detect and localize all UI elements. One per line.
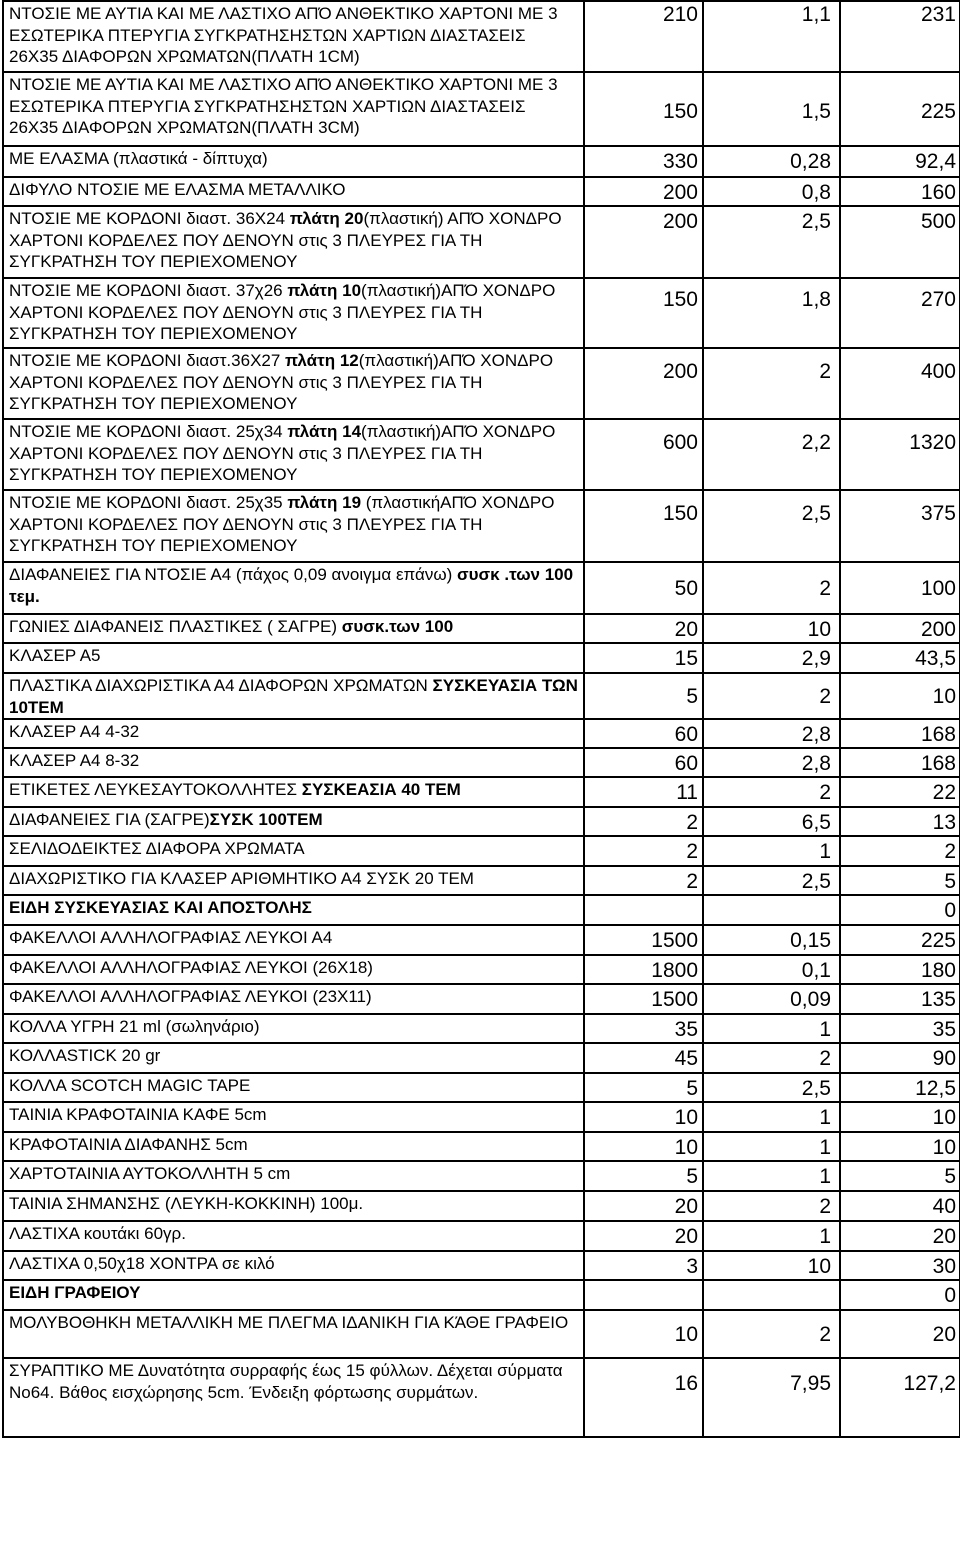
- table-row: [3, 1132, 960, 1161]
- description-text: ΤΑΙΝΙΑ ΣΗΜΑΝΣΗΣ (ΛΕΥΚΗ-ΚΟΚΚΙΝΗ) 100μ.: [9, 1194, 364, 1213]
- description-text: ΦΑΚΕΛΛΟΙ ΑΛΛΗΛΟΓΡΑΦΙΑΣ ΛΕΥΚΟΙ Α4: [9, 928, 333, 947]
- item-unit-price: 10: [703, 614, 840, 643]
- table-row: [3, 206, 960, 278]
- item-unit-price: 1: [703, 836, 840, 866]
- item-quantity: 60: [584, 748, 703, 777]
- item-description: [3, 1043, 584, 1073]
- item-unit-price: 1: [703, 1014, 840, 1043]
- description-text: ΔΙΑΦΑΝΕΙΕΣ ΓΙΑ (ΣΑΓΡΕ): [9, 810, 210, 829]
- item-quantity: 10: [584, 1310, 703, 1358]
- table-row: [3, 643, 960, 673]
- table-row: [3, 866, 960, 895]
- item-unit-price: 1,1: [703, 1, 840, 72]
- item-quantity: 2: [584, 836, 703, 866]
- description-text: ΚΛΑΣΕΡ Α4 8-32: [9, 751, 140, 770]
- item-unit-price: 2,5: [703, 1073, 840, 1102]
- description-text: ΦΑΚΕΛΛΟΙ ΑΛΛΗΛΟΓΡΑΦΙΑΣ ΛΕΥΚΟΙ (23Χ11): [9, 987, 372, 1006]
- item-quantity: 150: [584, 278, 703, 348]
- item-unit-price: 2: [703, 1191, 840, 1221]
- table-row: [3, 925, 960, 955]
- table-row: [3, 614, 960, 643]
- item-unit-price: 2: [703, 673, 840, 719]
- table-row: [3, 673, 960, 719]
- table-row: [3, 177, 960, 206]
- description-text: (πλαστική)ΑΠΌ ΧΟΝΔΡΟ ΧΑΡΤΟΝΙ ΚΟΡΔΕΛΕΣ ΠΟΥ ΔΕΝΟΥΝ στις 3 ΠΛΕΥΡΕΣ ΓΙΑ ΤΗ ΣΥΓΚΡΑΤΗΣΗ ΤΟΥ ΠΕΡΙΕΧΟΜΕΝΟΥ: [9, 351, 554, 413]
- table-row: [3, 1073, 960, 1102]
- item-total: 40: [840, 1191, 960, 1221]
- item-total: 5: [840, 1161, 960, 1191]
- item-unit-price: 6,5: [703, 807, 840, 836]
- item-total: 375: [840, 490, 960, 562]
- description-text: ΚΛΑΣΕΡ Α5: [9, 646, 101, 665]
- item-unit-price: 0,8: [703, 177, 840, 206]
- item-quantity: 10: [584, 1102, 703, 1132]
- description-text: (πλαστική)ΑΠΌ ΧΟΝΔΡΟ ΧΑΡΤΟΝΙ ΚΟΡΔΕΛΕΣ ΠΟΥ ΔΕΝΟΥΝ στις 3 ΠΛΕΥΡΕΣ ΓΙΑ ΤΗ ΣΥΓΚΡΑΤΗΣΗ ΤΟΥ ΠΕΡΙΕΧΟΜΕΝΟΥ: [9, 422, 556, 484]
- description-text: ΚΛΑΣΕΡ Α4 4-32: [9, 722, 140, 741]
- item-description: [3, 1014, 584, 1043]
- item-unit-price: 7,95: [703, 1358, 840, 1437]
- item-quantity: 200: [584, 348, 703, 419]
- item-quantity: 150: [584, 490, 703, 562]
- item-total: 13: [840, 807, 960, 836]
- item-total: 270: [840, 278, 960, 348]
- table-row: [3, 1, 960, 72]
- description-text: ΓΩΝΙΕΣ ΔΙΑΦΑΝΕΙΣ ΠΛΑΣΤΙΚΕΣ ( ΣΑΓΡΕ): [9, 617, 342, 636]
- table-row: [3, 348, 960, 419]
- item-total: 0: [840, 895, 960, 925]
- item-total: 90: [840, 1043, 960, 1073]
- item-description: [3, 673, 584, 719]
- item-total: 5: [840, 866, 960, 895]
- description-bold-text: πλάτη 20: [289, 209, 364, 228]
- item-quantity: 35: [584, 1014, 703, 1043]
- item-unit-price: 0,28: [703, 146, 840, 177]
- description-text: ΝΤΟΣΙΕ ΜΕ ΑΥΤΙΑ ΚΑΙ ΜΕ ΛΑΣΤΙΧΟ ΑΠΌ ΑΝΘΕΚΤΙΚΟ ΧΑΡΤΟΝΙ ΜΕ 3 ΕΣΩΤΕΡΙΚΑ ΠΤΕΡΥΓΙΑ ΣΥΓΚΡΑΤΗΣΗΣΤΩΝ ΧΑΡΤΙΩΝ ΔΙΑΣΤΑΣΕΙΣ 26Χ35 ΔΙΑΦΟΡΩΝ ΧΡΩΜΑΤΩΝ(ΠΛΑΤΗ 3CM): [9, 75, 558, 137]
- item-total: 180: [840, 955, 960, 984]
- item-description: [3, 1102, 584, 1132]
- item-description: [3, 206, 584, 278]
- item-total: 10: [840, 673, 960, 719]
- description-text: ΛΑΣΤΙΧΑ κουτάκι 60γρ.: [9, 1224, 186, 1243]
- item-unit-price: 2,9: [703, 643, 840, 673]
- table-row: [3, 748, 960, 777]
- item-description: [3, 1358, 584, 1437]
- description-bold-text: ΕΙΔΗ ΣΥΣΚΕΥΑΣΙΑΣ ΚΑΙ ΑΠΟΣΤΟΛΗΣ: [9, 898, 312, 917]
- item-total: 10: [840, 1102, 960, 1132]
- item-unit-price: 0,15: [703, 925, 840, 955]
- description-text: ΦΑΚΕΛΛΟΙ ΑΛΛΗΛΟΓΡΑΦΙΑΣ ΛΕΥΚΟΙ (26Χ18): [9, 958, 373, 977]
- table-row: [3, 72, 960, 146]
- item-description: [3, 748, 584, 777]
- table-row: [3, 278, 960, 348]
- item-quantity: 16: [584, 1358, 703, 1437]
- description-text: ΝΤΟΣΙΕ ΜΕ ΚΟΡΔΟΝΙ διαστ.36Χ27: [9, 351, 286, 370]
- item-quantity: 150: [584, 72, 703, 146]
- description-bold-text: ΣΥΣΚΕΑΣΙΑ 40 ΤΕΜ: [301, 780, 461, 799]
- description-text: ΚΟΛΛΑ SCOTCH MAGIC TAPE: [9, 1076, 251, 1095]
- description-text: ΣΥΡΑΠΤΙΚΟ ΜΕ Δυνατότητα συρραφής έως 15 φύλλων. Δέχεται σύρματα Νο64. Βάθος εισχώρησης 5cm. Ένδειξη φόρτωσης συρμάτων.: [9, 1361, 563, 1402]
- description-text: ΛΑΣΤΙΧΑ 0,50χ18 ΧΟΝΤΡΑ σε κιλό: [9, 1254, 275, 1273]
- description-text: ΠΛΑΣΤΙΚΑ ΔΙΑΧΩΡΙΣΤΙΚΑ Α4 ΔΙΑΦΟΡΩΝ ΧΡΩΜΑΤΩΝ: [9, 676, 433, 695]
- table-row: [3, 807, 960, 836]
- item-unit-price: 10: [703, 1251, 840, 1280]
- item-description: [3, 490, 584, 562]
- item-quantity: 600: [584, 419, 703, 490]
- item-quantity: 20: [584, 1221, 703, 1251]
- table-row: [3, 1014, 960, 1043]
- table-row: [3, 895, 960, 925]
- table-row: [3, 1251, 960, 1280]
- item-quantity: 2: [584, 866, 703, 895]
- description-bold-text: πλάτη 10: [287, 281, 362, 300]
- item-unit-price: 2: [703, 1310, 840, 1358]
- item-unit-price: 2,5: [703, 866, 840, 895]
- table-row: [3, 146, 960, 177]
- item-total: 2: [840, 836, 960, 866]
- item-description: [3, 643, 584, 673]
- price-list-table: [2, 0, 960, 1438]
- item-total: 400: [840, 348, 960, 419]
- description-text: ΜΟΛΥΒΟΘΗΚΗ ΜΕΤΑΛΛΙΚΗ ΜΕ ΠΛΕΓΜΑ ΙΔΑΝΙΚΗ ΓΙΑ ΚΆΘΕ ΓΡΑΦΕΙΟ: [9, 1313, 569, 1332]
- item-description: [3, 278, 584, 348]
- description-text: ΝΤΟΣΙΕ ΜΕ ΚΟΡΔΟΝΙ διαστ. 25χ35: [9, 493, 288, 512]
- item-quantity: 15: [584, 643, 703, 673]
- description-text: (πλαστική)ΑΠΌ ΧΟΝΔΡΟ ΧΑΡΤΟΝΙ ΚΟΡΔΕΛΕΣ ΠΟΥ ΔΕΝΟΥΝ στις 3 ΠΛΕΥΡΕΣ ΓΙΑ ΤΗ ΣΥΓΚΡΑΤΗΣΗ ΤΟΥ ΠΕΡΙΕΧΟΜΕΝΟΥ: [9, 281, 556, 343]
- table-row: [3, 955, 960, 984]
- table-row: [3, 984, 960, 1014]
- description-text: ΣΕΛΙΔΟΔΕΙΚΤΕΣ ΔΙΑΦΟΡΑ ΧΡΩΜΑΤΑ: [9, 839, 305, 858]
- item-total: 20: [840, 1310, 960, 1358]
- item-quantity: 5: [584, 1161, 703, 1191]
- item-description: [3, 1191, 584, 1221]
- item-total: 200: [840, 614, 960, 643]
- item-total: 127,2: [840, 1358, 960, 1437]
- description-text: ΝΤΟΣΙΕ ΜΕ ΚΟΡΔΟΝΙ διαστ. 37χ26: [9, 281, 288, 300]
- item-unit-price: [703, 895, 840, 925]
- item-unit-price: 1: [703, 1161, 840, 1191]
- item-description: [3, 419, 584, 490]
- item-total: 20: [840, 1221, 960, 1251]
- item-total: 0: [840, 1280, 960, 1310]
- description-text: ΝΤΟΣΙΕ ΜΕ ΚΟΡΔΟΝΙ διαστ. 36Χ24: [9, 209, 290, 228]
- description-bold-text: πλάτη 12: [285, 351, 359, 370]
- description-bold-text: συσκ .των 100 τεμ.: [9, 565, 574, 606]
- item-total: 12,5: [840, 1073, 960, 1102]
- description-text: ΜΕ ΕΛΑΣΜΑ (πλαστικά - δίπτυχα): [9, 149, 268, 168]
- description-text: ΕΤΙΚΕΤΕΣ ΛΕΥΚΕΣΑΥΤΟΚΟΛΛΗΤΕΣ: [9, 780, 302, 799]
- item-quantity: 50: [584, 562, 703, 614]
- table-row: [3, 1310, 960, 1358]
- item-quantity: 11: [584, 777, 703, 807]
- item-total: 30: [840, 1251, 960, 1280]
- item-description: [3, 955, 584, 984]
- item-description: [3, 1132, 584, 1161]
- description-text: (πλαστική) ΑΠΌ ΧΟΝΔΡΟ ΧΑΡΤΟΝΙ ΚΟΡΔΕΛΕΣ ΠΟΥ ΔΕΝΟΥΝ στις 3 ΠΛΕΥΡΕΣ ΓΙΑ ΤΗ ΣΥΓΚΡΑΤΗΣΗ ΤΟΥ ΠΕΡΙΕΧΟΜΕΝΟΥ: [9, 209, 562, 271]
- item-quantity: 1800: [584, 955, 703, 984]
- item-unit-price: 2,2: [703, 419, 840, 490]
- item-quantity: [584, 895, 703, 925]
- item-description: [3, 562, 584, 614]
- item-quantity: 5: [584, 1073, 703, 1102]
- item-total: 92,4: [840, 146, 960, 177]
- item-description: [3, 348, 584, 419]
- item-description: [3, 925, 584, 955]
- table-row: [3, 1280, 960, 1310]
- item-description: [3, 777, 584, 807]
- item-description: [3, 807, 584, 836]
- item-unit-price: [703, 1280, 840, 1310]
- item-quantity: 20: [584, 614, 703, 643]
- item-quantity: 3: [584, 1251, 703, 1280]
- table-row: [3, 419, 960, 490]
- item-quantity: 210: [584, 1, 703, 72]
- item-description: [3, 1073, 584, 1102]
- description-text: ΚΟΛΛΑ ΥΓΡΗ 21 ml (σωληνάριο): [9, 1017, 260, 1036]
- item-quantity: 200: [584, 206, 703, 278]
- item-total: 135: [840, 984, 960, 1014]
- description-bold-text: συσκ.των 100: [341, 617, 454, 636]
- item-quantity: 20: [584, 1191, 703, 1221]
- item-unit-price: 2,5: [703, 206, 840, 278]
- item-quantity: 200: [584, 177, 703, 206]
- description-text: ΔΙΑΦΑΝΕΙΕΣ ΓΙΑ ΝΤΟΣΙΕ Α4 (πάχος 0,09 ανοιγμα επάνω): [9, 565, 457, 584]
- table-row: [3, 1358, 960, 1437]
- description-text: ΝΤΟΣΙΕ ΜΕ ΚΟΡΔΟΝΙ διαστ. 25χ34: [9, 422, 288, 441]
- price-list-rows: [3, 1, 960, 1437]
- table-row: [3, 490, 960, 562]
- item-unit-price: 1: [703, 1132, 840, 1161]
- item-unit-price: 0,09: [703, 984, 840, 1014]
- description-text: (πλαστικήΑΠΌ ΧΟΝΔΡΟ ΧΑΡΤΟΝΙ ΚΟΡΔΕΛΕΣ ΠΟΥ ΔΕΝΟΥΝ στις 3 ΠΛΕΥΡΕΣ ΓΙΑ ΤΗ ΣΥΓΚΡΑΤΗΣΗ ΤΟΥ ΠΕΡΙΕΧΟΜΕΝΟΥ: [9, 493, 555, 555]
- description-bold-text: πλάτη 19: [287, 493, 362, 512]
- item-description: [3, 1221, 584, 1251]
- table-row: [3, 777, 960, 807]
- table-row: [3, 836, 960, 866]
- item-description: [3, 866, 584, 895]
- description-bold-text: ΣΥΣΚΕΥΑΣΙΑ ΤΩΝ 10ΤΕΜ: [9, 676, 578, 717]
- item-quantity: 60: [584, 719, 703, 748]
- item-unit-price: 2: [703, 777, 840, 807]
- item-total: 22: [840, 777, 960, 807]
- table-row: [3, 1221, 960, 1251]
- item-description: [3, 1280, 584, 1310]
- item-quantity: 330: [584, 146, 703, 177]
- item-description: [3, 614, 584, 643]
- item-unit-price: 2,8: [703, 748, 840, 777]
- item-total: 35: [840, 1014, 960, 1043]
- description-text: ΤΑΙΝΙΑ ΚΡΑΦΟΤΑΙΝΙΑ ΚΑΦΕ 5cm: [9, 1105, 267, 1124]
- table-row: [3, 562, 960, 614]
- table-row: [3, 1161, 960, 1191]
- item-quantity: 45: [584, 1043, 703, 1073]
- item-description: [3, 836, 584, 866]
- item-description: [3, 1161, 584, 1191]
- item-description: [3, 984, 584, 1014]
- item-total: 231: [840, 1, 960, 72]
- description-text: ΚΟΛΛASTICK 20 gr: [9, 1046, 161, 1065]
- item-total: 500: [840, 206, 960, 278]
- table-row: [3, 1191, 960, 1221]
- item-description: [3, 177, 584, 206]
- item-description: [3, 72, 584, 146]
- item-total: 160: [840, 177, 960, 206]
- description-text: ΧΑΡΤΟΤΑΙΝΙΑ ΑΥΤΟΚΟΛΛΗΤΗ 5 cm: [9, 1164, 291, 1183]
- item-total: 168: [840, 719, 960, 748]
- description-bold-text: ΣΥΣΚ 100ΤΕΜ: [209, 810, 323, 829]
- item-total: 10: [840, 1132, 960, 1161]
- item-total: 168: [840, 748, 960, 777]
- item-unit-price: 2: [703, 1043, 840, 1073]
- item-description: [3, 895, 584, 925]
- item-unit-price: 1,5: [703, 72, 840, 146]
- table-row: [3, 1102, 960, 1132]
- item-description: [3, 1251, 584, 1280]
- description-text: ΔΙΑΧΩΡΙΣΤΙΚΟ ΓΙΑ ΚΛΑΣΕΡ ΑΡΙΘΜΗΤΙΚΟ Α4 ΣΥΣΚ 20 ΤΕΜ: [9, 869, 474, 888]
- item-quantity: 5: [584, 673, 703, 719]
- item-quantity: 10: [584, 1132, 703, 1161]
- item-quantity: [584, 1280, 703, 1310]
- item-unit-price: 2: [703, 562, 840, 614]
- item-quantity: 2: [584, 807, 703, 836]
- item-description: [3, 146, 584, 177]
- item-unit-price: 2: [703, 348, 840, 419]
- item-unit-price: 1: [703, 1221, 840, 1251]
- item-quantity: 1500: [584, 925, 703, 955]
- item-unit-price: 2,8: [703, 719, 840, 748]
- item-unit-price: 0,1: [703, 955, 840, 984]
- item-unit-price: 1: [703, 1102, 840, 1132]
- table-row: [3, 1043, 960, 1073]
- description-bold-text: ΕΙΔΗ ΓΡΑΦΕΙΟΥ: [9, 1283, 141, 1302]
- description-text: ΝΤΟΣΙΕ ΜΕ ΑΥΤΙΑ ΚΑΙ ΜΕ ΛΑΣΤΙΧΟ ΑΠΌ ΑΝΘΕΚΤΙΚΟ ΧΑΡΤΟΝΙ ΜΕ 3 ΕΣΩΤΕΡΙΚΑ ΠΤΕΡΥΓΙΑ ΣΥΓΚΡΑΤΗΣΗΣΤΩΝ ΧΑΡΤΙΩΝ ΔΙΑΣΤΑΣΕΙΣ 26Χ35 ΔΙΑΦΟΡΩΝ ΧΡΩΜΑΤΩΝ(ΠΛΑΤΗ 1CM): [9, 4, 558, 66]
- item-total: 43,5: [840, 643, 960, 673]
- item-total: 225: [840, 72, 960, 146]
- description-bold-text: πλάτη 14: [287, 422, 362, 441]
- item-unit-price: 1,8: [703, 278, 840, 348]
- description-text: ΔΙΦΥΛΟ ΝΤΟΣΙΕ ΜΕ ΕΛΑΣΜΑ ΜΕΤΑΛΛΙΚΟ: [9, 180, 346, 199]
- item-total: 100: [840, 562, 960, 614]
- item-total: 225: [840, 925, 960, 955]
- item-total: 1320: [840, 419, 960, 490]
- item-description: [3, 1310, 584, 1358]
- item-description: [3, 1, 584, 72]
- item-description: [3, 719, 584, 748]
- item-quantity: 1500: [584, 984, 703, 1014]
- table-row: [3, 719, 960, 748]
- description-text: ΚΡΑΦΟΤΑΙΝΙΑ ΔΙΑΦΑΝΗΣ 5cm: [9, 1135, 248, 1154]
- item-unit-price: 2,5: [703, 490, 840, 562]
